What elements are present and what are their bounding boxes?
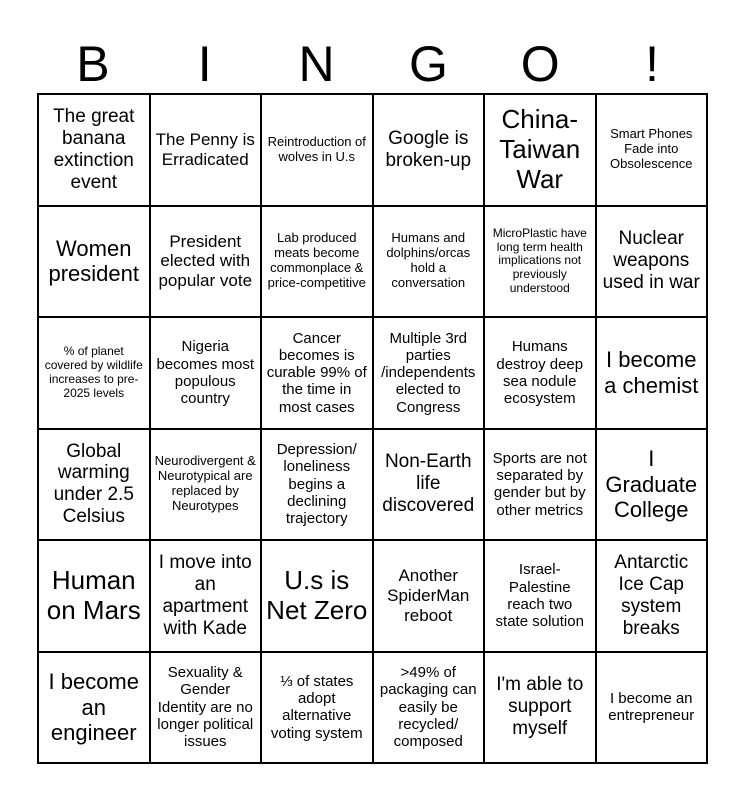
bingo-cell[interactable]: ⅓ of states adopt alternative voting system — [261, 652, 373, 764]
title-letter-b: B — [76, 36, 110, 92]
bingo-cell[interactable]: Smart Phones Fade into Obsolescence — [596, 94, 708, 206]
bingo-cell[interactable]: Human on Mars — [38, 540, 150, 652]
bingo-cell[interactable]: U.s is Net Zero — [261, 540, 373, 652]
bingo-cell[interactable]: Depression/ loneliness begins a declining trajectory — [261, 429, 373, 541]
title-letter-n: N — [298, 36, 335, 92]
bingo-cell[interactable]: I become an entrepreneur — [596, 652, 708, 764]
bingo-cell[interactable]: Global warming under 2.5 Celsius — [38, 429, 150, 541]
bingo-cell[interactable]: Reintroduction of wolves in U.s — [261, 94, 373, 206]
bingo-cell[interactable]: Sports are not separated by gender but by other metrics — [484, 429, 596, 541]
bingo-cell[interactable]: Non-Earth life discovered — [373, 429, 485, 541]
bingo-cell[interactable]: President elected with popular vote — [150, 206, 262, 318]
bingo-title — [37, 36, 708, 92]
bingo-cell[interactable]: I become an engineer — [38, 652, 150, 764]
title-letter-o: O — [520, 36, 560, 92]
bingo-cell[interactable]: China-Taiwan War — [484, 94, 596, 206]
bingo-cell[interactable]: I Graduate College — [596, 429, 708, 541]
bingo-cell[interactable]: Israel-Palestine reach two state solution — [484, 540, 596, 652]
bingo-cell[interactable]: MicroPlastic have long term health implications not previously understood — [484, 206, 596, 318]
bingo-cell[interactable]: I move into an apartment with Kade — [150, 540, 262, 652]
bingo-cell[interactable]: The Penny is Erradicated — [150, 94, 262, 206]
bingo-cell[interactable]: Multiple 3rd parties /independents elected to Congress — [373, 317, 485, 429]
title-letter-i: I — [197, 36, 212, 92]
title-exclamation: ! — [645, 36, 660, 92]
bingo-cell[interactable]: Neurodivergent & Neurotypical are replaced by Neurotypes — [150, 429, 262, 541]
bingo-cell[interactable]: Google is broken-up — [373, 94, 485, 206]
bingo-cell[interactable]: Nuclear weapons used in war — [596, 206, 708, 318]
bingo-cell[interactable]: Sexuality & Gender Identity are no longer political issues — [150, 652, 262, 764]
bingo-cell[interactable]: The great banana extinction event — [38, 94, 150, 206]
bingo-cell[interactable]: >49% of packaging can easily be recycled/ composed — [373, 652, 485, 764]
bingo-cell[interactable]: Cancer becomes is curable 99% of the time in most cases — [261, 317, 373, 429]
title-letter-g: G — [408, 36, 448, 92]
bingo-cell[interactable]: Humans destroy deep sea nodule ecosystem — [484, 317, 596, 429]
bingo-cell[interactable]: Nigeria becomes most populous country — [150, 317, 262, 429]
bingo-cell[interactable]: Humans and dolphins/orcas hold a conversation — [373, 206, 485, 318]
bingo-board — [37, 93, 708, 764]
bingo-cell[interactable]: Antarctic Ice Cap system breaks — [596, 540, 708, 652]
bingo-cell[interactable]: Another SpiderMan reboot — [373, 540, 485, 652]
bingo-cell[interactable]: Lab produced meats become commonplace & price-competitive — [261, 206, 373, 318]
bingo-cell[interactable]: I'm able to support myself — [484, 652, 596, 764]
bingo-cell[interactable]: Women president — [38, 206, 150, 318]
bingo-cell[interactable]: % of planet covered by wildlife increases to pre-2025 levels — [38, 317, 150, 429]
bingo-cell[interactable]: I become a chemist — [596, 317, 708, 429]
